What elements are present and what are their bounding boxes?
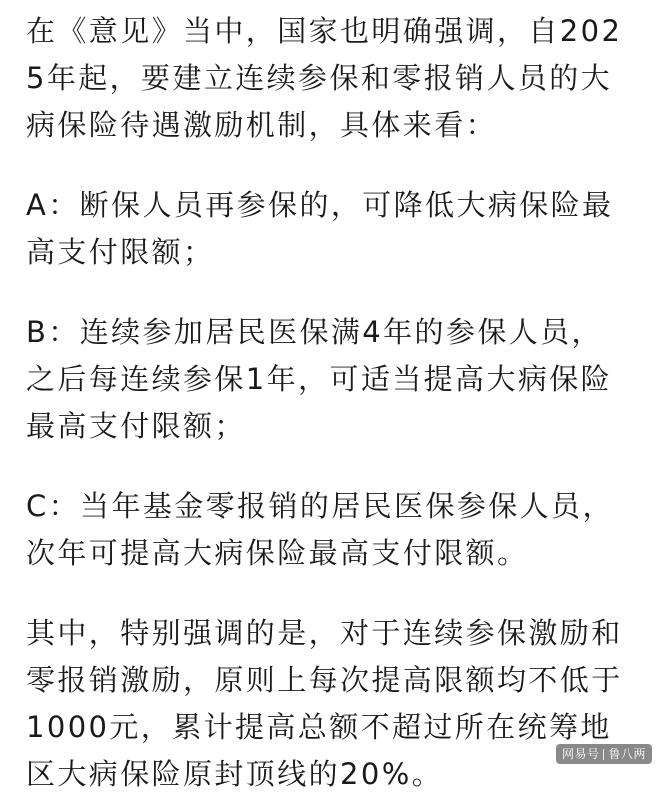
- paragraph-gap: [26, 577, 634, 610]
- paragraph-gap: [26, 149, 634, 182]
- watermark-divider: [603, 749, 604, 760]
- paragraph-item-c: C：当年基金零报销的居民医保参保人员，次年可提高大病保险最高支付限额。: [26, 489, 614, 570]
- watermark-author: 鲁八两: [608, 747, 646, 761]
- paragraph-item-b: B：连续参加居民医保满4年的参保人员，之后每连续参保1年，可适当提高大病保险最高支付限额；: [26, 315, 613, 443]
- source-watermark: [556, 744, 652, 764]
- watermark-platform: 网易号: [561, 747, 600, 761]
- paragraph-gap: [26, 276, 634, 309]
- paragraph-intro: 在《意见》当中，国家也明确强调，自2025年起，要建立连续参保和零报销人员的大病保险待遇激励机制，具体来看：: [26, 14, 623, 142]
- paragraph-gap: [26, 450, 634, 483]
- paragraph-item-a: A：断保人员再参保的，可降低大病保险最高支付限额；: [26, 188, 614, 269]
- paragraph-emphasis: 其中，特别强调的是，对于连续参保激励和零报销激励，原则上每次提高限额均不低于1000元，累计提高总额不超过所在统筹地区大病保险原封顶线的20%。: [26, 616, 623, 791]
